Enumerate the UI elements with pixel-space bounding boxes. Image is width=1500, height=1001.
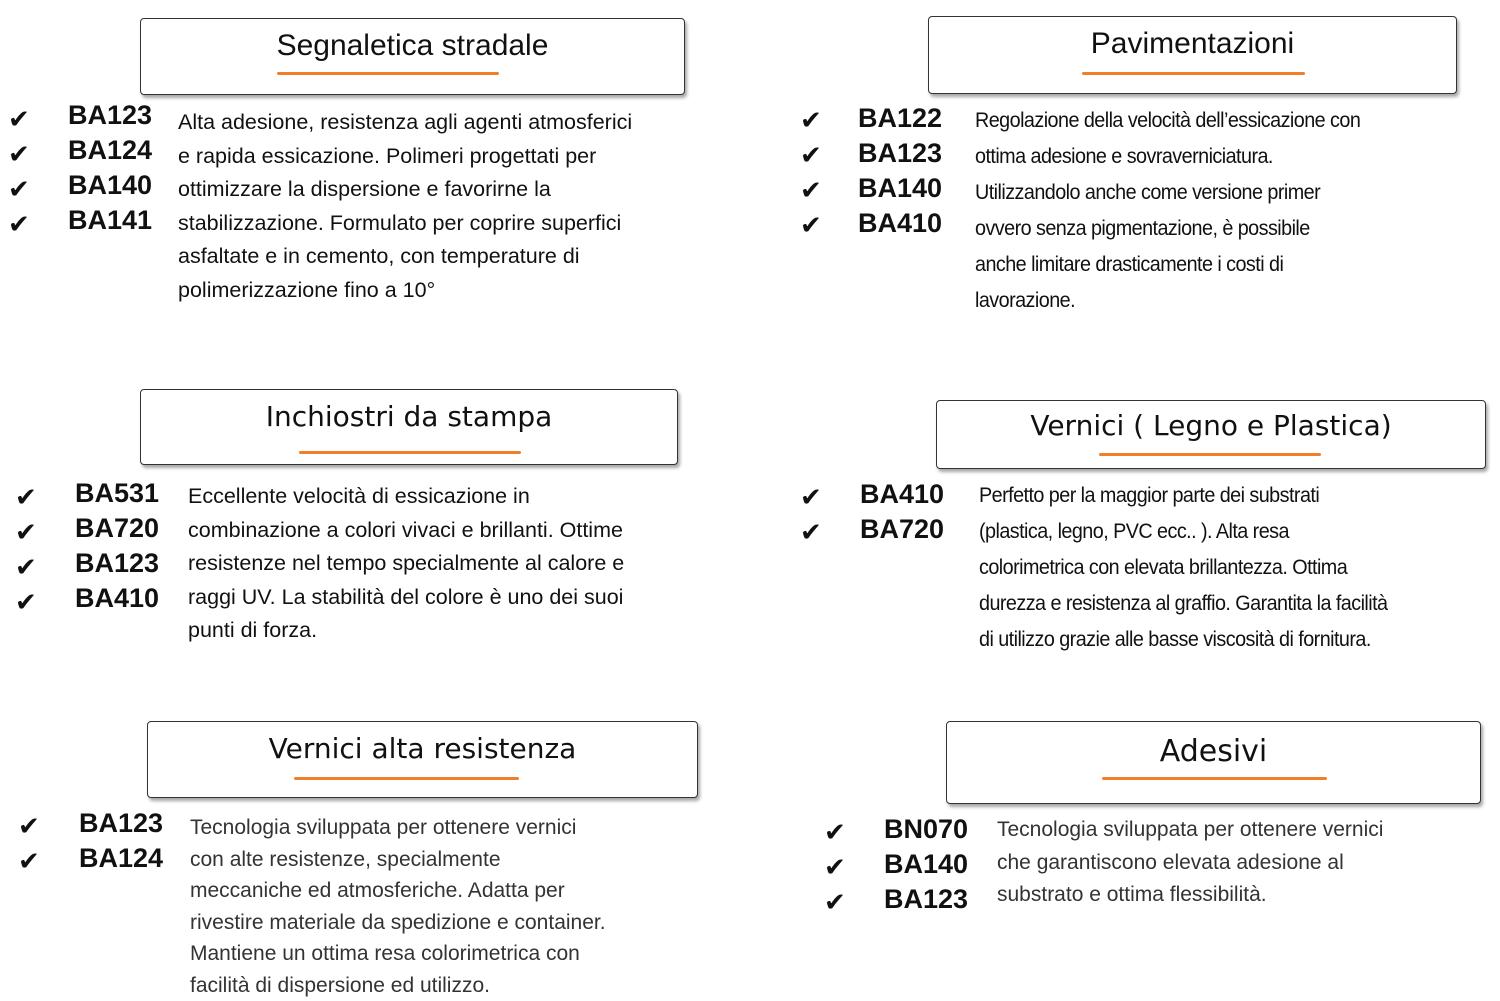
- description-line: e rapida essicazione. Polimeri progettati per: [178, 140, 632, 174]
- description-line: raggi UV. La stabilità del colore è uno dei suoi: [188, 581, 624, 615]
- section-description: [178, 106, 632, 307]
- section-title-box: [946, 721, 1481, 804]
- product-code: BA123: [858, 138, 942, 169]
- description-line: meccaniche ed atmosferiche. Adatta per: [190, 875, 606, 907]
- product-code: BA141: [68, 205, 152, 236]
- description-line: ovvero senza pigmentazione, è possibile: [975, 210, 1360, 246]
- product-code: BA140: [68, 170, 152, 201]
- product-code: BA122: [858, 103, 942, 134]
- title-underline: [1099, 453, 1321, 456]
- title-underline: [299, 451, 521, 454]
- description-line: Tecnologia sviluppata per ottenere vernici: [190, 812, 606, 844]
- description-line: substrato e ottima flessibilità.: [997, 879, 1383, 912]
- description-line: anche limitare drasticamente i costi di: [975, 246, 1360, 282]
- check-icon: ✔: [800, 106, 822, 136]
- check-icon: ✔: [800, 211, 822, 241]
- description-line: resistenze nel tempo specialmente al calore e: [188, 547, 624, 581]
- check-icon: ✔: [15, 518, 37, 548]
- check-icon: ✔: [8, 105, 30, 135]
- description-line: Mantiene un ottima resa colorimetrica con: [190, 938, 606, 970]
- section-description: [979, 477, 1388, 657]
- description-line: rivestire materiale da spedizione e container.: [190, 907, 606, 939]
- product-code: BA124: [68, 135, 152, 166]
- product-code: BA410: [75, 583, 159, 614]
- description-line: colorimetrica con elevata brillantezza. Ottima: [979, 549, 1388, 585]
- product-code: BN070: [884, 814, 968, 845]
- check-icon: ✔: [800, 141, 822, 171]
- section-description: [190, 812, 606, 1001]
- section-description: [188, 480, 624, 648]
- section-title: Vernici ( Legno e Plastica): [937, 409, 1485, 442]
- check-icon: ✔: [15, 483, 37, 513]
- description-line: Utilizzandolo anche come versione primer: [975, 174, 1360, 210]
- description-line: facilità di dispersione ed utilizzo.: [190, 970, 606, 1001]
- check-icon: ✔: [8, 175, 30, 205]
- section-title: Inchiostri da stampa: [141, 400, 677, 433]
- title-underline: [294, 777, 519, 780]
- description-line: che garantiscono elevata adesione al: [997, 847, 1383, 880]
- description-line: ottima adesione e sovraverniciatura.: [975, 138, 1360, 174]
- check-icon: ✔: [8, 140, 30, 170]
- product-code: BA124: [79, 843, 163, 874]
- description-line: Eccellente velocità di essicazione in: [188, 480, 624, 514]
- section-title-box: [140, 18, 685, 95]
- section-title: Segnaletica stradale: [141, 29, 684, 63]
- description-line: con alte resistenze, specialmente: [190, 844, 606, 876]
- check-icon: ✔: [800, 483, 822, 513]
- section-title-box: [928, 16, 1457, 94]
- title-underline: [277, 72, 499, 75]
- product-code: BA720: [860, 514, 944, 545]
- description-line: punti di forza.: [188, 614, 624, 648]
- description-line: (plastica, legno, PVC ecc.. ). Alta resa: [979, 513, 1388, 549]
- description-line: ottimizzare la dispersione e favorirne la: [178, 173, 632, 207]
- product-code: BA123: [68, 100, 152, 131]
- title-underline: [1102, 777, 1327, 780]
- description-line: Alta adesione, resistenza agli agenti atmosferici: [178, 106, 632, 140]
- product-code: BA410: [860, 479, 944, 510]
- description-line: Regolazione della velocità dell’essicazione con: [975, 102, 1360, 138]
- section-title-box: [936, 400, 1486, 469]
- section-description: [997, 814, 1383, 912]
- product-code: BA123: [79, 808, 163, 839]
- check-icon: ✔: [824, 818, 846, 848]
- product-code: BA531: [75, 478, 159, 509]
- product-code: BA123: [75, 548, 159, 579]
- section-description: [975, 102, 1360, 318]
- description-line: combinazione a colori vivaci e brillanti. Ottime: [188, 514, 624, 548]
- description-line: polimerizzazione fino a 10°: [178, 274, 632, 308]
- description-line: Tecnologia sviluppata per ottenere vernici: [997, 814, 1383, 847]
- section-title: Pavimentazioni: [929, 27, 1456, 61]
- check-icon: ✔: [824, 853, 846, 883]
- section-title: Adesivi: [947, 734, 1480, 769]
- check-icon: ✔: [800, 518, 822, 548]
- check-icon: ✔: [18, 812, 40, 842]
- product-code: BA140: [858, 173, 942, 204]
- section-title-box: [140, 389, 678, 465]
- section-title-box: [147, 721, 698, 798]
- product-code: BA410: [858, 208, 942, 239]
- description-line: stabilizzazione. Formulato per coprire superfici: [178, 207, 632, 241]
- description-line: durezza e resistenza al graffio. Garantita la facilità: [979, 585, 1388, 621]
- check-icon: ✔: [18, 847, 40, 877]
- description-line: lavorazione.: [975, 282, 1360, 318]
- product-code: BA123: [884, 884, 968, 915]
- title-underline: [1082, 72, 1305, 75]
- check-icon: ✔: [824, 888, 846, 918]
- section-title: Vernici alta resistenza: [148, 732, 697, 765]
- description-line: Perfetto per la maggior parte dei substrati: [979, 477, 1388, 513]
- description-line: asfaltate e in cemento, con temperature di: [178, 240, 632, 274]
- description-line: di utilizzo grazie alle basse viscosità di fornitura.: [979, 621, 1388, 657]
- check-icon: ✔: [15, 553, 37, 583]
- product-code: BA720: [75, 513, 159, 544]
- product-code: BA140: [884, 849, 968, 880]
- check-icon: ✔: [800, 176, 822, 206]
- check-icon: ✔: [15, 588, 37, 618]
- check-icon: ✔: [8, 210, 30, 240]
